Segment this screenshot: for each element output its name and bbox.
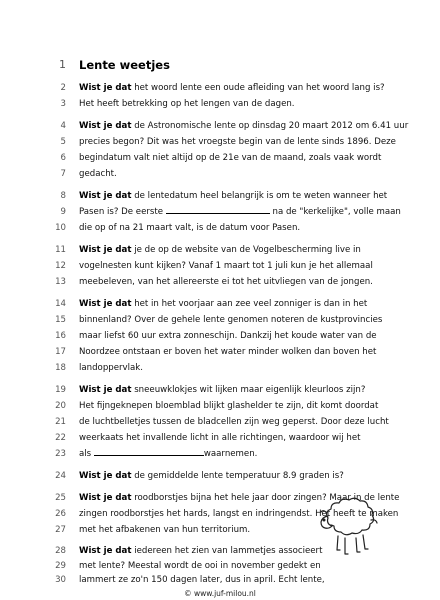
line-number: 30 xyxy=(55,575,66,585)
line-text: maar liefst 60 uur extra zonneschijn. Dankzij het koude water van de xyxy=(79,331,377,341)
text-line xyxy=(0,242,440,258)
text-line xyxy=(0,166,440,182)
line-number: 15 xyxy=(55,315,66,325)
text-line xyxy=(0,118,440,134)
line-text: het in het voorjaar aan zee veel zonniger is dan in het xyxy=(134,299,368,309)
line-text: na de "kerkelijke", volle maan xyxy=(272,207,401,217)
footer-copyright: © www.juf-milou.nl xyxy=(184,589,256,598)
line-text: je de op de website van de Vogelbescherming live in xyxy=(134,245,361,255)
lead-phrase: Wist je dat xyxy=(79,299,132,309)
line-text: als xyxy=(79,449,92,459)
text-line xyxy=(0,150,440,166)
line-text: die op of na 21 maart valt, is de datum voor Pasen. xyxy=(79,223,301,233)
text-line xyxy=(0,258,440,274)
text-line xyxy=(0,468,440,484)
text-line xyxy=(0,382,440,398)
line-text: Pasen is? De eerste xyxy=(79,207,164,217)
text-line xyxy=(0,312,440,328)
lead-phrase: Wist je dat xyxy=(79,471,132,481)
line-text: het woord lente een oude afleiding van het woord lang is? xyxy=(134,83,385,93)
line-text: iedereen het zien van lammetjes associeert xyxy=(134,546,323,556)
lead-phrase: Wist je dat xyxy=(79,493,132,503)
line-text: sneeuwklokjes wit lijken maar eigenlijk kleurloos zijn? xyxy=(134,385,366,395)
line-number: 13 xyxy=(55,277,66,287)
line-text: de lentedatum heel belangrijk is om te weten wanneer het xyxy=(134,191,388,201)
text-line xyxy=(0,446,440,462)
text-line xyxy=(0,134,440,150)
line-text: met het afbakenen van hun territorium. xyxy=(79,525,251,535)
text-line xyxy=(0,328,440,344)
text-line xyxy=(0,398,440,414)
line-number: 23 xyxy=(55,449,66,459)
line-number: 9 xyxy=(60,207,66,217)
line-number: 25 xyxy=(55,493,66,503)
line-number: 22 xyxy=(55,433,66,443)
line-text: meebeleven, van het allereerste ei tot het uitvliegen van de jongen. xyxy=(79,277,373,287)
text-line xyxy=(0,220,440,236)
line-number: 21 xyxy=(55,417,66,427)
text-line xyxy=(0,204,440,220)
line-number: 14 xyxy=(55,299,66,309)
lead-phrase: Wist je dat xyxy=(79,191,132,201)
text-line xyxy=(0,274,440,290)
line-number: 4 xyxy=(60,121,66,131)
line-text: landoppervlak. xyxy=(79,363,143,373)
text-line xyxy=(0,573,440,587)
text-line xyxy=(0,296,440,312)
line-number: 28 xyxy=(55,546,66,556)
line-text: weerkaats het invallende licht in alle richtingen, waardoor wij het xyxy=(79,433,361,443)
line-text: de Astronomische lente op dinsdag 20 maart 2012 om 6.41 uur xyxy=(134,121,409,131)
line-text: zingen roodborstjes het hards, langst en indringendst. Het heeft te maken xyxy=(79,509,399,519)
text-line xyxy=(0,96,440,112)
line-number: 24 xyxy=(55,471,66,481)
line-text: binnenland? Over de gehele lente genomen noteren de kustprovincies xyxy=(79,315,383,325)
lead-phrase: Wist je dat xyxy=(79,546,132,556)
line-number: 10 xyxy=(55,223,66,233)
line-number: 12 xyxy=(55,261,66,271)
lead-phrase: Wist je dat xyxy=(79,83,132,93)
lead-phrase: Wist je dat xyxy=(79,121,132,131)
text-line xyxy=(0,344,440,360)
line-number: 5 xyxy=(60,137,66,147)
line-text: gedacht. xyxy=(79,169,117,179)
line-text: Het fijngeknepen bloemblad blijkt glashelder te zijn, dit komt doordat xyxy=(79,401,379,411)
title-line xyxy=(0,57,440,73)
line-number: 27 xyxy=(55,525,66,535)
line-number: 17 xyxy=(55,347,66,357)
line-text: begindatum valt niet altijd op de 21e van de maand, zoals vaak wordt xyxy=(79,153,382,163)
line-number: 8 xyxy=(60,191,66,201)
text-line xyxy=(0,80,440,96)
line-number: 16 xyxy=(55,331,66,341)
line-number: 20 xyxy=(55,401,66,411)
line-text: met lente? Meestal wordt de ooi in november gedekt en xyxy=(79,561,321,571)
line-text: de gemiddelde lente temperatuur 8.9 graden is? xyxy=(134,471,344,481)
sheep-icon xyxy=(318,486,380,566)
line-number: 1 xyxy=(59,58,66,71)
line-text: vogelnesten kunt kijken? Vanaf 1 maart tot 1 juli kun je het allemaal xyxy=(79,261,373,271)
text-line xyxy=(0,414,440,430)
line-number: 7 xyxy=(60,169,66,179)
line-text: Het heeft betrekking op het lengen van de dagen. xyxy=(79,99,295,109)
text-line xyxy=(0,430,440,446)
line-text: roodborstjes bijna het hele jaar door zingen? Maar in de lente xyxy=(134,493,400,503)
line-number: 18 xyxy=(55,363,66,373)
line-number: 19 xyxy=(55,385,66,395)
line-number: 11 xyxy=(55,245,66,255)
line-number: 6 xyxy=(60,153,66,163)
line-number: 29 xyxy=(55,561,66,571)
line-number: 26 xyxy=(55,509,66,519)
page-title: Lente weetjes xyxy=(79,58,170,72)
fill-in-blank[interactable] xyxy=(94,446,204,456)
line-text: precies begon? Dit was het vroegste begin van de lente sinds 1896. Deze xyxy=(79,137,396,147)
line-text: waarnemen. xyxy=(203,449,258,459)
lead-phrase: Wist je dat xyxy=(79,245,132,255)
text-line xyxy=(0,360,440,376)
line-text: Noordzee ontstaan er boven het water minder wolken dan boven het xyxy=(79,347,377,357)
lead-phrase: Wist je dat xyxy=(79,385,132,395)
line-text: lammert ze zo'n 150 dagen later, dus in april. Echt lente, xyxy=(79,575,325,585)
line-text: de luchtbelletjes tussen de bladcellen zijn weg geperst. Door deze lucht xyxy=(79,417,389,427)
line-number: 2 xyxy=(60,83,66,93)
text-line xyxy=(0,188,440,204)
fill-in-blank[interactable] xyxy=(166,204,270,214)
line-number: 3 xyxy=(60,99,66,109)
